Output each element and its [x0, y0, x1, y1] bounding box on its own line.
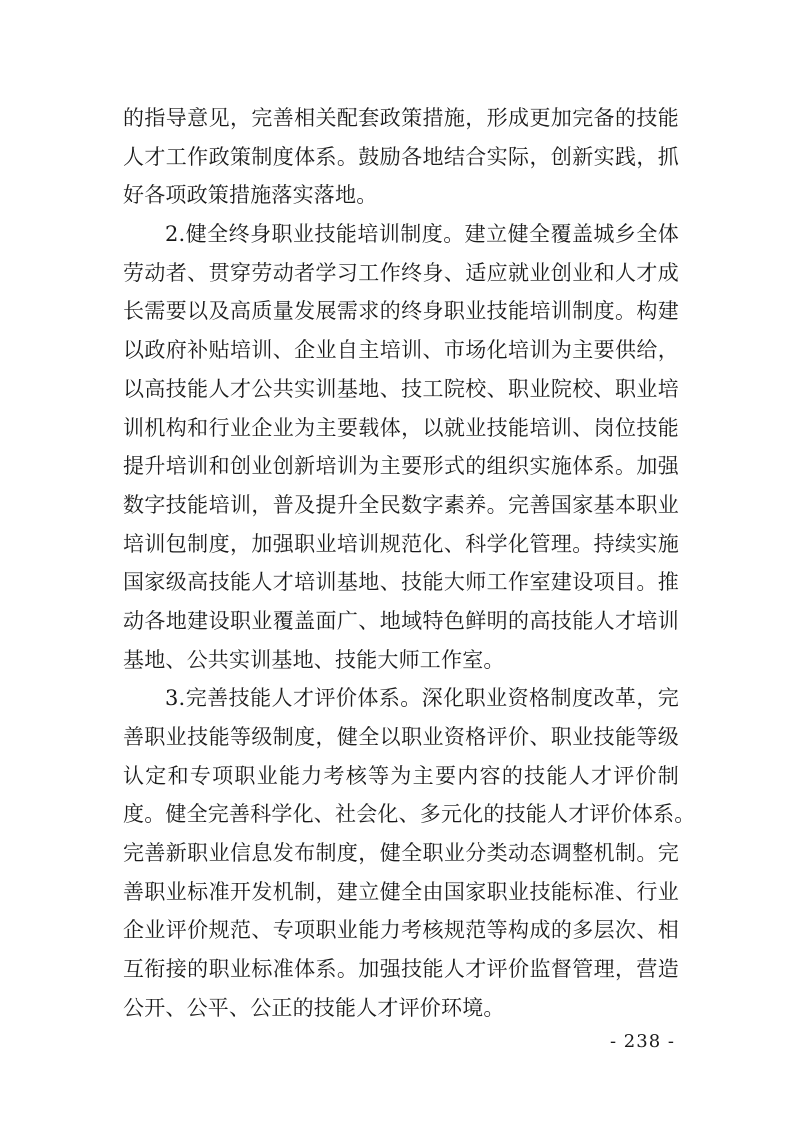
text-line: 公开、公平、公正的技能人才评价环境。: [123, 995, 505, 1020]
text-line: 人才工作政策制度体系。鼓励各地结合实际，创新实践，抓: [123, 144, 679, 169]
text-line: 2.健全终身职业技能培训制度。建立健全覆盖城乡全体: [165, 222, 679, 247]
text-line: 互衔接的职业标准体系。加强技能人才评价监督管理，营造: [123, 957, 679, 982]
text-line: 培训包制度，加强职业培训规范化、科学化管理。持续实施: [123, 531, 679, 556]
text-line: 3.完善技能人才评价体系。深化职业资格制度改革，完: [165, 686, 679, 711]
text-line: 度。健全完善科学化、社会化、多元化的技能人才评价体系。: [123, 802, 696, 827]
text-line: 认定和专项职业能力考核等为主要内容的技能人才评价制: [123, 763, 679, 788]
text-line: 数字技能培训，普及提升全民数字素养。完善国家基本职业: [123, 492, 679, 517]
text-line: 的指导意见，完善相关配套政策措施，形成更加完备的技能: [123, 106, 679, 130]
text-line: 以高技能人才公共实训基地、技工院校、职业院校、职业培: [123, 376, 679, 401]
text-line: 提升培训和创业创新培训为主要形式的组织实施体系。加强: [123, 454, 679, 479]
text-line: 企业评价规范、专项职业能力考核规范等构成的多层次、相: [123, 918, 679, 943]
text-line: 以政府补贴培训、企业自主培训、市场化培训为主要供给，: [123, 338, 679, 363]
text-line: 善职业标准开发机制，建立健全由国家职业技能标准、行业: [123, 879, 679, 904]
paragraph-policy-continuation: [123, 99, 679, 215]
text-line: 长需要以及高质量发展需求的终身职业技能培训制度。构建: [123, 299, 679, 324]
text-line: 动各地建设职业覆盖面广、地域特色鲜明的高技能人才培训: [123, 608, 679, 633]
page-number: - 238 -: [610, 1031, 675, 1052]
text-line: 完善新职业信息发布制度，健全职业分类动态调整机制。完: [123, 841, 679, 866]
text-line: 劳动者、贯穿劳动者学习工作终身、适应就业创业和人才成: [123, 260, 679, 285]
paragraph-skill-evaluation: [123, 679, 696, 1027]
text-line: 训机构和行业企业为主要载体，以就业技能培训、岗位技能: [123, 415, 679, 440]
text-line: 好各项政策措施落实落地。: [123, 183, 378, 208]
paragraph-lifelong-training: [123, 215, 679, 679]
document-body: [123, 99, 696, 1028]
text-line: 国家级高技能人才培训基地、技能大师工作室建设项目。推: [123, 570, 679, 595]
text-line: 基地、公共实训基地、技能大师工作室。: [123, 647, 505, 672]
text-line: 善职业技能等级制度，健全以职业资格评价、职业技能等级: [123, 725, 679, 749]
